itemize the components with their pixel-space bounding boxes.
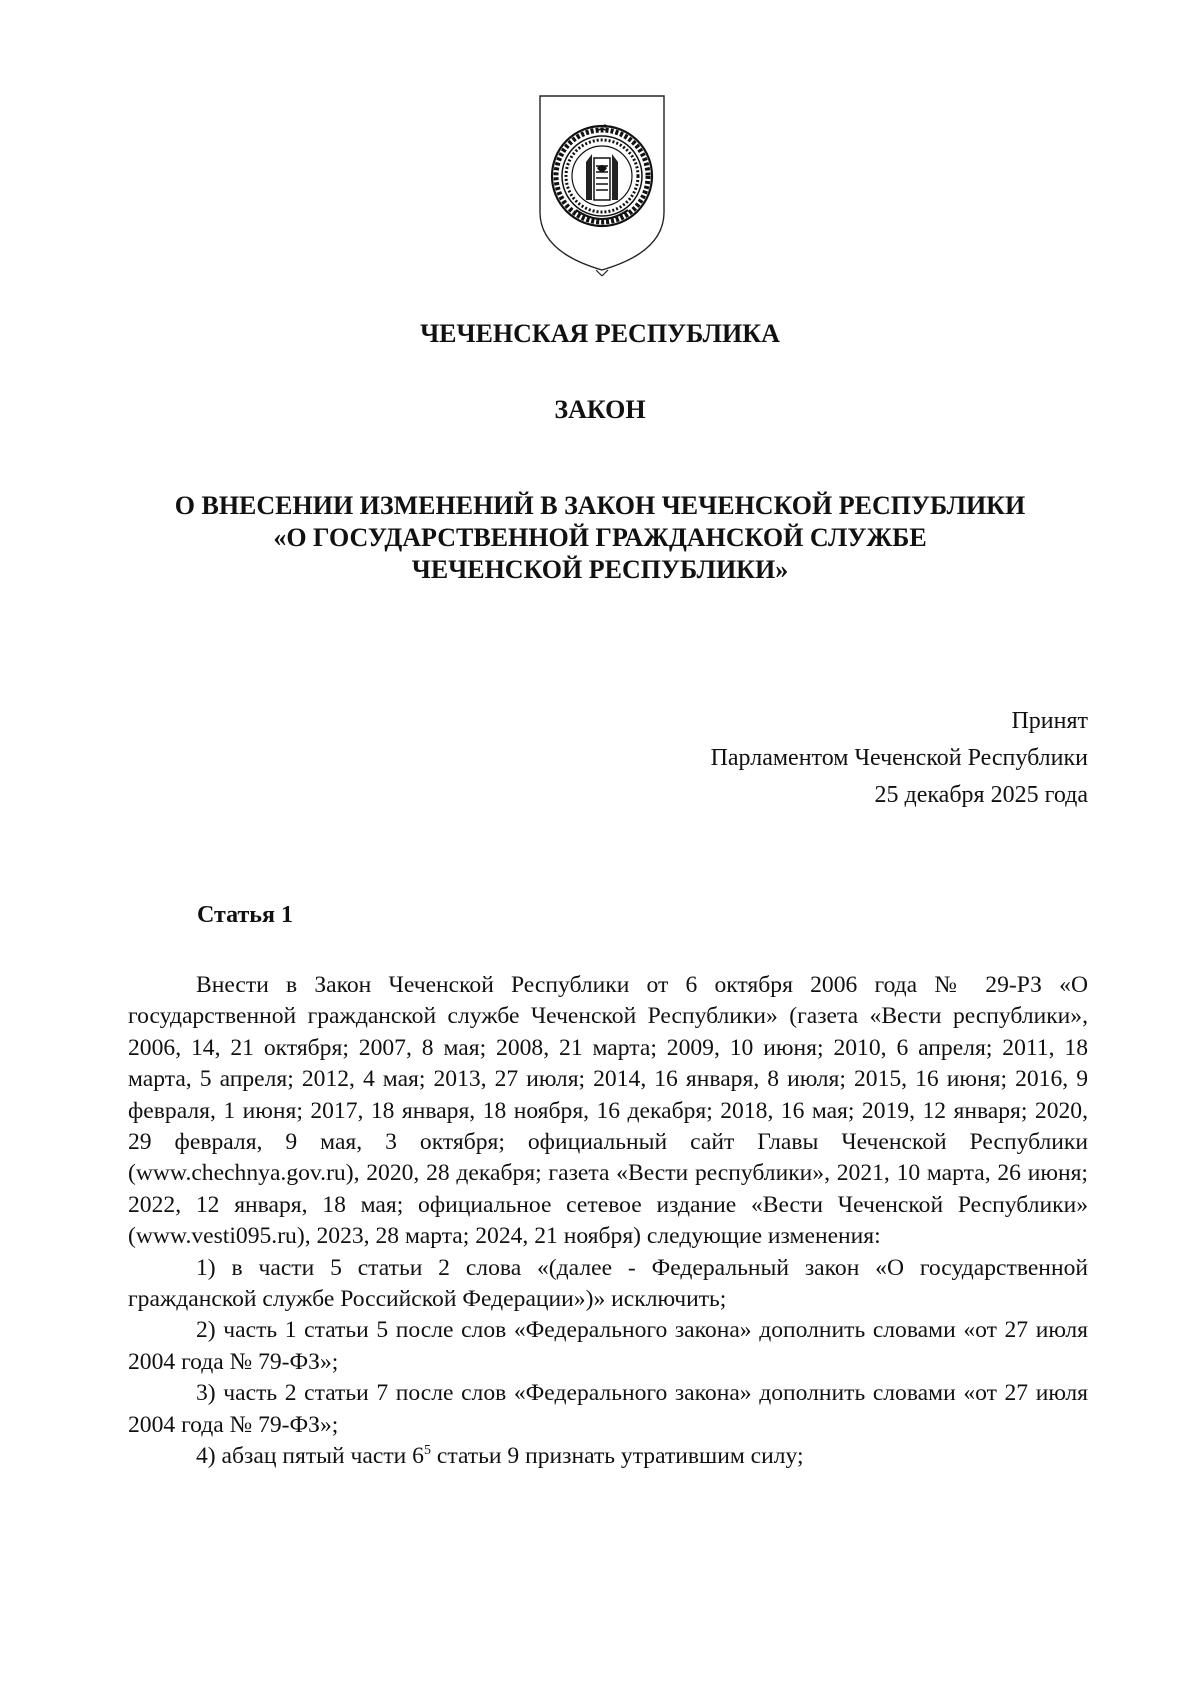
law-title-line-2: «О ГОСУДАРСТВЕННОЙ ГРАЖДАНСКОЙ СЛУЖБЕ: [273, 523, 927, 552]
amendment-item-1: 1) в части 5 статьи 2 слова «(далее - Федеральный закон «О государственной гражданской службе Российской Федерации»)» исключить;: [128, 1254, 1088, 1313]
item-4-superscript: 5: [423, 1443, 431, 1459]
adoption-line-2: Парламентом Чеченской Республики: [710, 745, 1088, 771]
amendment-item-2: 2) часть 1 статьи 5 после слов «Федерального закона» дополнить словами «от 27 июля 2004 года № 79-ФЗ»;: [128, 1317, 1088, 1375]
law-title-line-1: О ВНЕСЕНИИ ИЗМЕНЕНИЙ В ЗАКОН ЧЕЧЕНСКОЙ РЕСПУБЛИКИ: [174, 491, 1026, 520]
item-4-text-before: 4) абзац пятый части 6: [196, 1443, 424, 1470]
amendment-item-3: 3) часть 2 статьи 7 после слов «Федерального закона» дополнить словами «от 27 июля 2004 года № 79-ФЗ»;: [128, 1380, 1088, 1438]
adoption-date: 25 декабря 2025 года: [874, 782, 1088, 808]
adoption-block: [711, 703, 1088, 814]
law-title-line-3: ЧЕЧЕНСКОЙ РЕСПУБЛИКИ»: [411, 555, 789, 584]
item-4-text-after: статьи 9 признать утратившим силу;: [430, 1443, 804, 1470]
republic-heading: ЧЕЧЕНСКАЯ РЕСПУБЛИКА: [420, 319, 780, 348]
intro-paragraph: Внести в Закон Чеченской Республики от 6 октября 2006 года № 29-РЗ «О государственной гражданской службе Чеченской Республики» (газета «Вести республики», 2006, 14, 21 октября; 2007, 8 мая; 2008, 21 марта; 2009, 10 июня; 2010, 6 апреля; 2011, 18 марта, 5 апреля; 2012, 4 мая; 2013, 27 июля; 2014, 16 января, 8 июля; 2015, 16 июня; 2016, 9 февраля, 1 июня; 2017, 18 января, 18 ноября, 16 декабря; 2018, 16 мая; 2019, 12 января; 2020, 29 февраля, 9 мая, 3 октября; официальный сайт Главы Чеченской Республики (www.chechnya.gov.ru), 2020, 28 декабря; газета «Вести республики», 2021, 10 марта, 26 июня; 2022, 12 января, 18 мая; официальное сетевое издание «Вести Чеченской Республики» (www.vesti095.ru), 2023, 28 марта; 2024, 21 ноября) следующие изменения:: [128, 972, 1088, 1250]
document-type-heading: ЗАКОН: [554, 395, 646, 424]
coat-of-arms-emblem: [536, 92, 668, 278]
amendment-item-4: [128, 1441, 1088, 1472]
article-body: [128, 970, 1088, 1473]
adoption-line-1: Принят: [1011, 708, 1088, 734]
article-title: Статья 1: [197, 902, 293, 928]
law-title: [0, 490, 1200, 586]
